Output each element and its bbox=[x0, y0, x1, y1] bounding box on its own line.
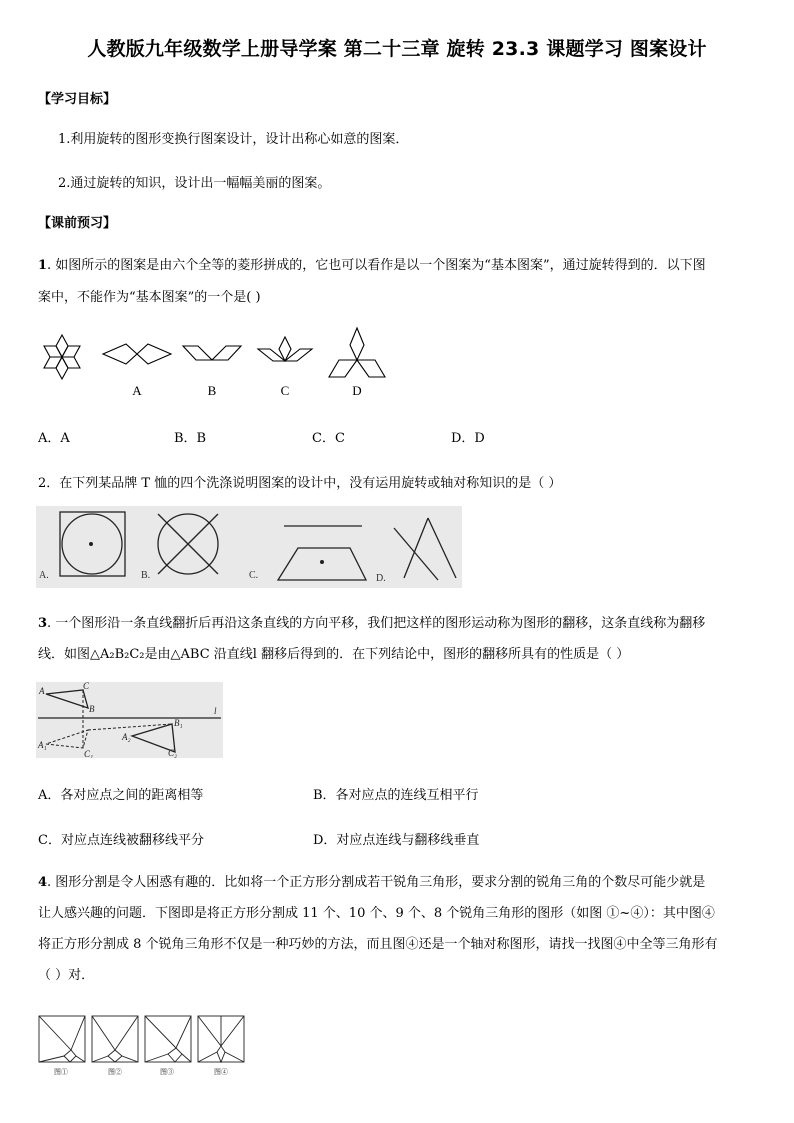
question-4-line2: 让人感兴趣的问题．下图即是将正方形分割成 11 个、10 个、9 个、8 个锐角三角形的图形（如图 ①~④）：其中图④ bbox=[38, 906, 715, 921]
question-4-line1-text: . 图形分割是令人困惑有趣的．比如将一个正方形分割成若干锐角三角形，要求分割的锐角三角的个数尽可能少就是 bbox=[47, 875, 706, 890]
question-4-number: 4 bbox=[38, 875, 48, 890]
question-1-figure bbox=[30, 322, 400, 402]
figure-label-c: C. bbox=[249, 570, 259, 581]
figure-caption-2: 图② bbox=[108, 1068, 122, 1076]
question-3-option-b: B．各对应点的连线互相平行 bbox=[313, 788, 479, 803]
question-4-line3: 将正方形分割成 8 个锐角三角形不仅是一种巧妙的方法，而且图④还是一个轴对称图形，请找一找图④中全等三角形有 bbox=[38, 937, 718, 952]
option-a-shape bbox=[103, 344, 171, 364]
question-3-option-d: D．对应点连线与翻移线垂直 bbox=[313, 833, 480, 848]
question-3-figure bbox=[36, 682, 223, 758]
circle-center-dot bbox=[89, 542, 93, 546]
question-3-line1 bbox=[38, 612, 705, 631]
goal-item-2: 2.通过旋转的知识，设计出一幅幅美丽的图案。 bbox=[58, 176, 331, 191]
question-3-line2: 线．如图△A₂B₂C₂是由△ABC 沿直线l 翻移后得到的．在下列结论中，图形的翻移所具有的性质是（ ） bbox=[38, 647, 630, 662]
question-1-line1 bbox=[38, 254, 706, 273]
question-1-option-d: D．D bbox=[451, 431, 485, 446]
question-2-text: 2．在下列某品牌 T 恤的四个洗涤说明图案的设计中，没有运用旋转或轴对称知识的是（ ） bbox=[38, 476, 562, 491]
option-a-label: A bbox=[132, 383, 142, 398]
question-1-option-a: A．A bbox=[38, 431, 70, 446]
figure-label-d: D. bbox=[376, 573, 386, 584]
page-title: 人教版九年级数学上册导学案 第二十三章 旋转 23.3 课题学习 图案设计 bbox=[87, 38, 707, 60]
question-3-option-c: C．对应点连线被翻移线平分 bbox=[38, 833, 204, 848]
question-1-text: . 如图所示的图案是由六个全等的菱形拼成的，它也可以看作是以一个图案为“基本图案”，通过旋转得到的．以下图 bbox=[47, 258, 706, 273]
figure-label-a: A. bbox=[39, 570, 49, 581]
question-2-figure bbox=[36, 506, 462, 588]
point-label-a1: A₁ bbox=[38, 740, 47, 750]
point-label-c1: C₁ bbox=[84, 749, 94, 758]
option-d-shape bbox=[329, 328, 385, 377]
point-label-c: C bbox=[83, 682, 90, 691]
six-rhombus-pattern bbox=[44, 335, 80, 379]
option-d-label: D bbox=[352, 383, 362, 398]
point-label-a: A bbox=[39, 686, 45, 696]
question-4-line4: （ ）对． bbox=[38, 968, 95, 983]
question-1-line2: 案中，不能作为“基本图案”的一个是( ) bbox=[38, 290, 261, 305]
figure-caption-3: 图③ bbox=[160, 1068, 174, 1076]
square-figure-4 bbox=[198, 1016, 244, 1062]
point-label-b: B bbox=[89, 704, 95, 714]
question-1-option-b: B．B bbox=[174, 431, 207, 446]
goal-item-1: 1.利用旋转的图形变换行图案设计，设计出称心如意的图案． bbox=[58, 132, 409, 147]
section-heading-goals: 【学习目标】 bbox=[38, 92, 117, 107]
point-label-a2: A₂ bbox=[122, 732, 131, 742]
triangle-line-1 bbox=[404, 518, 428, 578]
option-c-shape bbox=[258, 337, 312, 361]
line-label-l: l bbox=[214, 706, 217, 716]
point-label-b1: B₁ bbox=[174, 718, 183, 728]
triangle-abc bbox=[46, 690, 88, 708]
square-figure-2 bbox=[92, 1016, 138, 1062]
figure-caption-4: 图④ bbox=[214, 1068, 228, 1076]
option-b-shape bbox=[183, 346, 241, 360]
question-3-text: . 一个图形沿一条直线翻折后再沿这条直线的方向平移，我们把这样的图形运动称为图形的翻移，这条直线称为翻移 bbox=[47, 616, 706, 631]
question-4-text bbox=[38, 867, 773, 991]
triangle-line-2 bbox=[428, 518, 456, 578]
triangle-a1b1c1 bbox=[46, 730, 88, 748]
question-3-number: 3 bbox=[38, 616, 48, 631]
option-b-label: B bbox=[207, 383, 217, 398]
question-3-option-a: A．各对应点之间的距离相等 bbox=[38, 788, 204, 803]
figure-label-b: B. bbox=[141, 570, 151, 581]
trapezoid-dot bbox=[320, 560, 324, 564]
dashed-b1-b2 bbox=[88, 724, 172, 730]
figure-caption-1: 图① bbox=[54, 1068, 68, 1076]
question-4-figure bbox=[36, 1012, 250, 1082]
section-heading-preview: 【课前预习】 bbox=[38, 216, 117, 231]
question-4-line1 bbox=[38, 867, 773, 898]
question-1-option-c: C．C bbox=[312, 431, 345, 446]
square-figure-1 bbox=[39, 1016, 85, 1062]
question-1-number: 1 bbox=[38, 258, 48, 273]
option-c-label: C bbox=[280, 383, 290, 398]
point-label-c2: C₂ bbox=[168, 748, 178, 758]
square-figure-3 bbox=[145, 1016, 191, 1062]
triangle-line-3 bbox=[394, 528, 438, 580]
